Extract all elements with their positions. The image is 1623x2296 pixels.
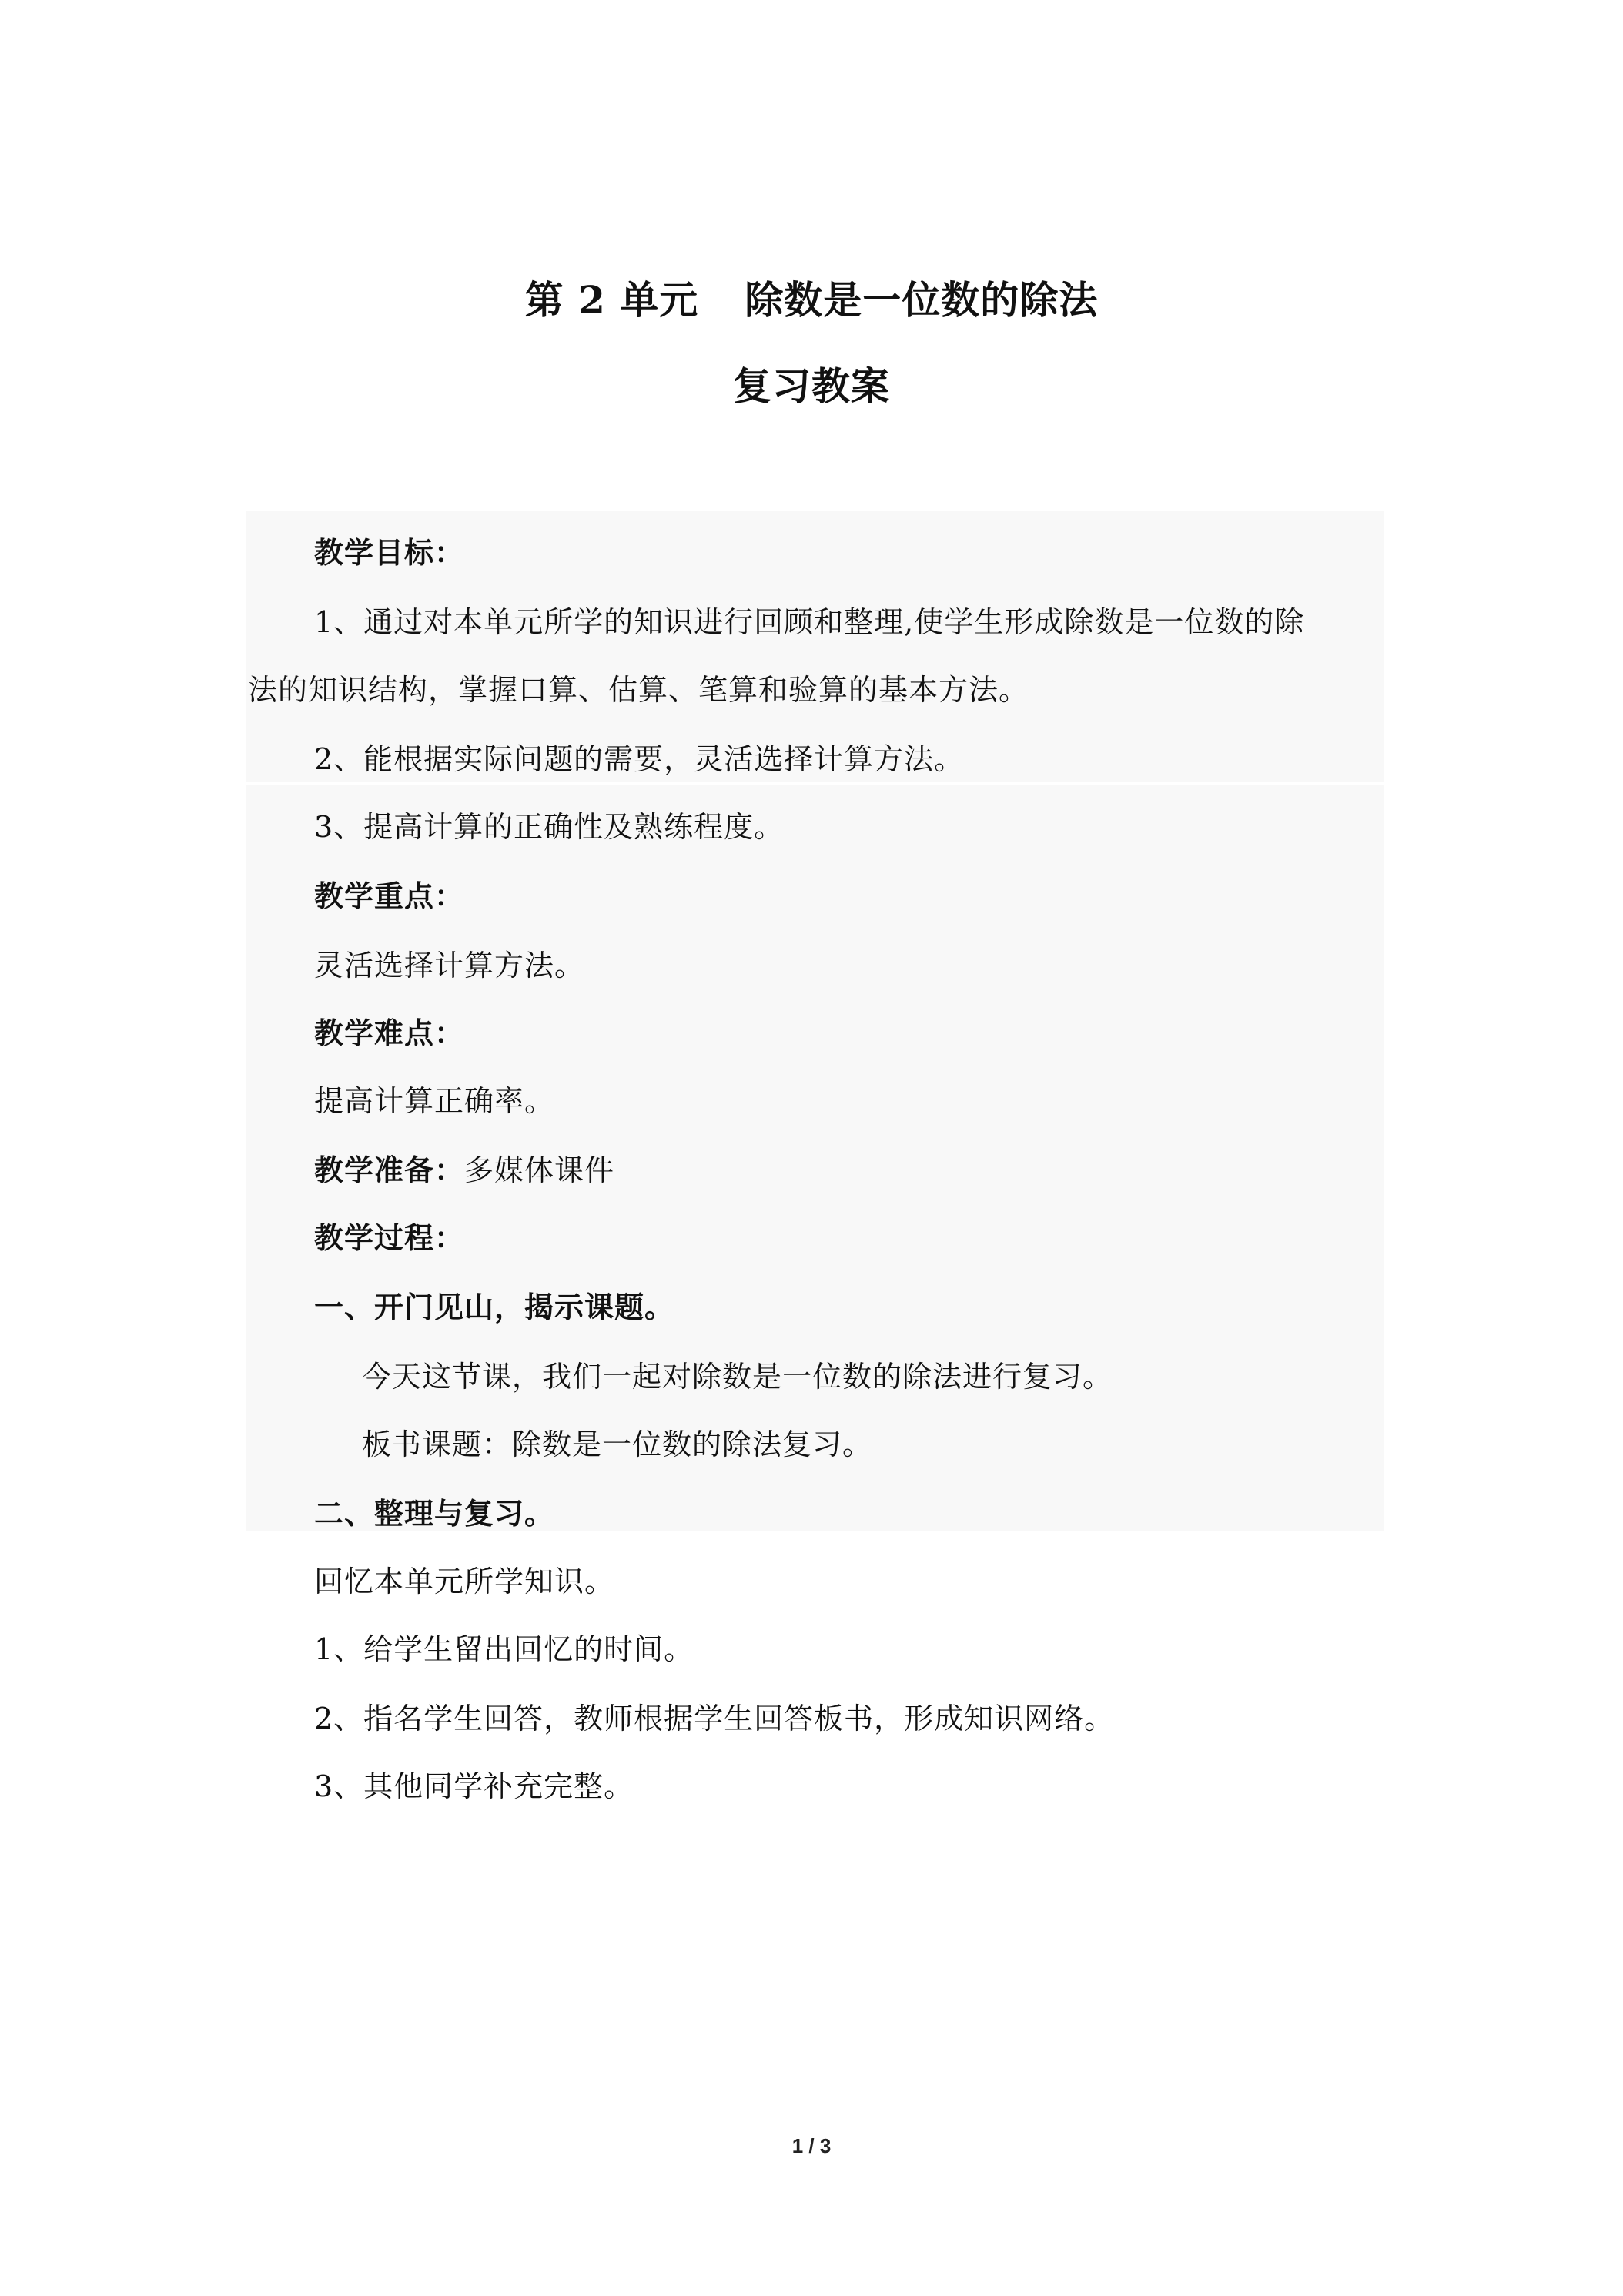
- section-1-paragraph-2: 板书课题：除数是一位数的除法复习。: [362, 1427, 873, 1461]
- prep-text: 多媒体课件: [464, 1153, 615, 1187]
- difficulty-heading: 教学难点：: [314, 1016, 465, 1050]
- objective-2: 2、能根据实际问题的需要，灵活选择计算方法。: [314, 742, 965, 776]
- document-subtitle: 复习教案: [733, 363, 890, 409]
- section-2-item-1: 1、给学生留出回忆的时间。: [314, 1632, 694, 1666]
- objectives-heading: 教学目标：: [314, 535, 465, 570]
- difficulty-text: 提高计算正确率。: [314, 1084, 555, 1118]
- prep-line: [314, 1153, 614, 1187]
- keypoint-heading: 教学重点：: [314, 879, 465, 913]
- objective-3: 3、提高计算的正确性及熟练程度。: [314, 810, 785, 844]
- page-indicator: 1 / 3: [791, 2134, 832, 2157]
- objective-1-line1: 1、通过对本单元所学的知识进行回顾和整理,使学生形成除数是一位数的除: [314, 605, 1305, 639]
- document-title: [0, 269, 1623, 325]
- objective-1-line2: 法的知识结构，掌握口算、估算、笔算和验算的基本方法。: [248, 673, 1029, 707]
- section-2-heading: 二、整理与复习。: [314, 1496, 555, 1531]
- section-2-item-2: 2、指名学生回答，教师根据学生回答板书，形成知识网络。: [314, 1702, 1115, 1735]
- keypoint-text: 灵活选择计算方法。: [314, 949, 585, 982]
- title-unit: 第 2 单元: [524, 277, 699, 323]
- prep-heading: 教学准备：: [314, 1153, 465, 1187]
- section-2-intro: 回忆本单元所学知识。: [314, 1565, 615, 1598]
- section-1-heading: 一、开门见山，揭示课题。: [314, 1290, 675, 1324]
- section-2-item-3: 3、其他同学补充完整。: [314, 1769, 634, 1803]
- title-topic: 除数是一位数的除法: [745, 277, 1099, 323]
- section-1-paragraph-1: 今天这节课，我们一起对除数是一位数的除法进行复习。: [362, 1360, 1113, 1394]
- process-heading: 教学过程：: [314, 1220, 465, 1255]
